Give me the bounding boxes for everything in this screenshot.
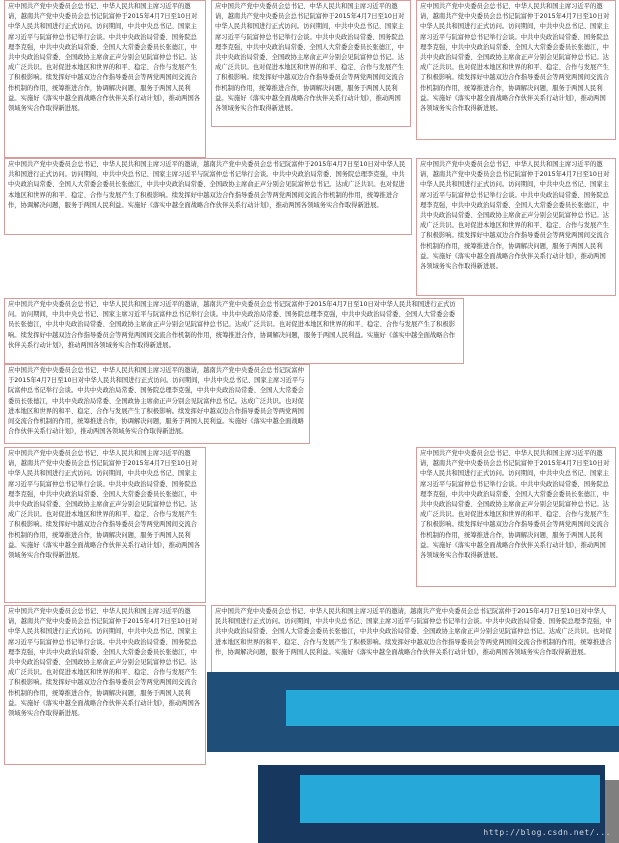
cyan-block [300, 775, 600, 823]
text-box: 应中国共产党中央委员会总书记、中华人民共和国主席习近平的邀请，越南共产党中央委员会总书记阮富仲于2015年4月7日至10日对中华人民共和国进行正式访问。访问期间，中共中央总书记、国家主席习近平与阮富仲总书记举行会谈。中共中央政治局常委、国务院总理李克强，中共中央政治局常委、全国人大常委会委员长张德江，中共中央政治局常委、全国政协主席俞正声分别会见阮富仲总书记。达成广泛共识。也对促进本地区和世界的和平、稳定、合作与发展产生了积极影响。续发挥好中越双边合作指导委员会等两党两国间交流合作机制的作用，统筹推进合作，协调解决问题，服务于两国人民利益。实施好《落实中越全面战略合作伙伴关系行动计划》，推动两国各领域务实合作取得新进展。 [4, 447, 206, 603]
text-box: 应中国共产党中央委员会总书记、中华人民共和国主席习近平的邀请，越南共产党中央委员会总书记阮富仲于2015年4月7日至10日对中华人民共和国进行正式访问。访问期间，中共中央总书记、国家主席习近平与阮富仲总书记举行会谈。中共中央政治局常委、国务院总理李克强，中共中央政治局常委、全国人大常委会委员长张德江，中共中央政治局常委、全国政协主席俞正声分别会见阮富仲总书记。达成广泛共识。也对促进本地区和世界的和平、稳定、合作与发展产生了积极影响。续发挥好中越双边合作指导委员会等两党两国间交流合作机制的作用，统筹推进合作，协调解决问题，服务于两国人民利益。实施好《落实中越全面战略合作伙伴关系行动计划》，推动两国各领域务实合作取得新进展。 [4, 0, 206, 158]
watermark-text: http://blog.csdn.net/... [483, 828, 611, 837]
text-box: 应中国共产党中央委员会总书记、中华人民共和国主席习近平的邀请，越南共产党中央委员会总书记阮富仲于2015年4月7日至10日对中华人民共和国进行正式访问。访问期间，中共中央总书记、国家主席习近平与阮富仲总书记举行会谈。中共中央政治局常委、国务院总理李克强，中共中央政治局常委、全国人大常委会委员长张德江，中共中央政治局常委、全国政协主席俞正声分别会见阮富仲总书记。达成广泛共识。也对促进本地区和世界的和平、稳定、合作与发展产生了积极影响。续发挥好中越双边合作指导委员会等两党两国间交流合作机制的作用，统筹推进合作，协调解决问题，服务于两国人民利益。实施好《落实中越全面战略合作伙伴关系行动计划》，推动两国各领域务实合作取得新进展。 [211, 605, 616, 673]
text-box: 应中国共产党中央委员会总书记、中华人民共和国主席习近平的邀请，越南共产党中央委员会总书记阮富仲于2015年4月7日至10日对中华人民共和国进行正式访问。访问期间，中共中央总书记、国家主席习近平与阮富仲总书记举行会谈。中共中央政治局常委、国务院总理李克强，中共中央政治局常委、全国人大常委会委员长张德江，中共中央政治局常委、全国政协主席俞正声分别会见阮富仲总书记。达成广泛共识。也对促进本地区和世界的和平、稳定、合作与发展产生了积极影响。续发挥好中越双边合作指导委员会等两党两国间交流合作机制的作用，统筹推进合作，协调解决问题，服务于两国人民利益。实施好《落实中越全面战略合作伙伴关系行动计划》，推动两国各领域务实合作取得新进展。 [4, 364, 310, 444]
cyan-bar [286, 690, 619, 726]
text-box: 应中国共产党中央委员会总书记、中华人民共和国主席习近平的邀请，越南共产党中央委员会总书记阮富仲于2015年4月7日至10日对中华人民共和国进行正式访问。访问期间，中共中央总书记、国家主席习近平与阮富仲总书记举行会谈。中共中央政治局常委、国务院总理李克强，中共中央政治局常委、全国人大常委会委员长张德江，中共中央政治局常委、全国政协主席俞正声分别会见阮富仲总书记。达成广泛共识。也对促进本地区和世界的和平、稳定、合作与发展产生了积极影响。续发挥好中越双边合作指导委员会等两党两国间交流合作机制的作用，统筹推进合作，协调解决问题，服务于两国人民利益。实施好《落实中越全面战略合作伙伴关系行动计划》，推动两国各领域务实合作取得新进展。 [416, 447, 616, 587]
text-box: 应中国共产党中央委员会总书记、中华人民共和国主席习近平的邀请，越南共产党中央委员会总书记阮富仲于2015年4月7日至10日对中华人民共和国进行正式访问。访问期间，中共中央总书记、国家主席习近平与阮富仲总书记举行会谈。中共中央政治局常委、国务院总理李克强，中共中央政治局常委、全国人大常委会委员长张德江，中共中央政治局常委、全国政协主席俞正声分别会见阮富仲总书记。达成广泛共识。也对促进本地区和世界的和平、稳定、合作与发展产生了积极影响。续发挥好中越双边合作指导委员会等两党两国间交流合作机制的作用，统筹推进合作，协调解决问题，服务于两国人民利益。实施好《落实中越全面战略合作伙伴关系行动计划》，推动两国各领域务实合作取得新进展。 [416, 0, 616, 140]
text-box: 应中国共产党中央委员会总书记、中华人民共和国主席习近平的邀请，越南共产党中央委员会总书记阮富仲于2015年4月7日至10日对中华人民共和国进行正式访问。访问期间，中共中央总书记、国家主席习近平与阮富仲总书记举行会谈。中共中央政治局常委、国务院总理李克强，中共中央政治局常委、全国人大常委会委员长张德江，中共中央政治局常委、全国政协主席俞正声分别会见阮富仲总书记。达成广泛共识。也对促进本地区和世界的和平、稳定、合作与发展产生了积极影响。续发挥好中越双边合作指导委员会等两党两国间交流合作机制的作用，统筹推进合作，协调解决问题，服务于两国人民利益。实施好《落实中越全面战略合作伙伴关系行动计划》，推动两国各领域务实合作取得新进展。 [211, 0, 411, 127]
text-box: 应中国共产党中央委员会总书记、中华人民共和国主席习近平的邀请，越南共产党中央委员会总书记阮富仲于2015年4月7日至10日对中华人民共和国进行正式访问。访问期间，中共中央总书记、国家主席习近平与阮富仲总书记举行会谈。中共中央政治局常委、国务院总理李克强，中共中央政治局常委、全国人大常委会委员长张德江，中共中央政治局常委、全国政协主席俞正声分别会见阮富仲总书记。达成广泛共识。也对促进本地区和世界的和平、稳定、合作与发展产生了积极影响。续发挥好中越双边合作指导委员会等两党两国间交流合作机制的作用，统筹推进合作，协调解决问题，服务于两国人民利益。实施好《落实中越全面战略合作伙伴关系行动计划》，推动两国各领域务实合作取得新进展。 [4, 298, 464, 364]
text-box: 应中国共产党中央委员会总书记、中华人民共和国主席习近平的邀请，越南共产党中央委员会总书记阮富仲于2015年4月7日至10日对中华人民共和国进行正式访问。访问期间，中共中央总书记、国家主席习近平与阮富仲总书记举行会谈。中共中央政治局常委、国务院总理李克强，中共中央政治局常委、全国人大常委会委员长张德江，中共中央政治局常委、全国政协主席俞正声分别会见阮富仲总书记。达成广泛共识。也对促进本地区和世界的和平、稳定、合作与发展产生了积极影响。续发挥好中越双边合作指导委员会等两党两国间交流合作机制的作用，统筹推进合作，协调解决问题，服务于两国人民利益。实施好《落实中越全面战略合作伙伴关系行动计划》，推动两国各领域务实合作取得新进展。 [416, 158, 616, 296]
text-box: 应中国共产党中央委员会总书记、中华人民共和国主席习近平的邀请，越南共产党中央委员会总书记阮富仲于2015年4月7日至10日对中华人民共和国进行正式访问。访问期间，中共中央总书记、国家主席习近平与阮富仲总书记举行会谈。中共中央政治局常委、国务院总理李克强，中共中央政治局常委、全国人大常委会委员长张德江，中共中央政治局常委、全国政协主席俞正声分别会见阮富仲总书记。达成广泛共识。也对促进本地区和世界的和平、稳定、合作与发展产生了积极影响。续发挥好中越双边合作指导委员会等两党两国间交流合作机制的作用，统筹推进合作，协调解决问题，服务于两国人民利益。实施好《落实中越全面战略合作伙伴关系行动计划》，推动两国各领域务实合作取得新进展。 [4, 605, 206, 765]
text-box: 应中国共产党中央委员会总书记、中华人民共和国主席习近平的邀请，越南共产党中央委员会总书记阮富仲于2015年4月7日至10日对中华人民共和国进行正式访问。访问期间，中共中央总书记、国家主席习近平与阮富仲总书记举行会谈。中共中央政治局常委、国务院总理李克强，中共中央政治局常委、全国人大常委会委员长张德江，中共中央政治局常委、全国政协主席俞正声分别会见阮富仲总书记。达成广泛共识。也对促进本地区和世界的和平、稳定、合作与发展产生了积极影响。续发挥好中越双边合作指导委员会等两党两国间交流合作机制的作用，统筹推进合作，协调解决问题，服务于两国人民利益。实施好《落实中越全面战略合作伙伴关系行动计划》，推动两国各领域务实合作取得新进展。 [4, 158, 412, 235]
